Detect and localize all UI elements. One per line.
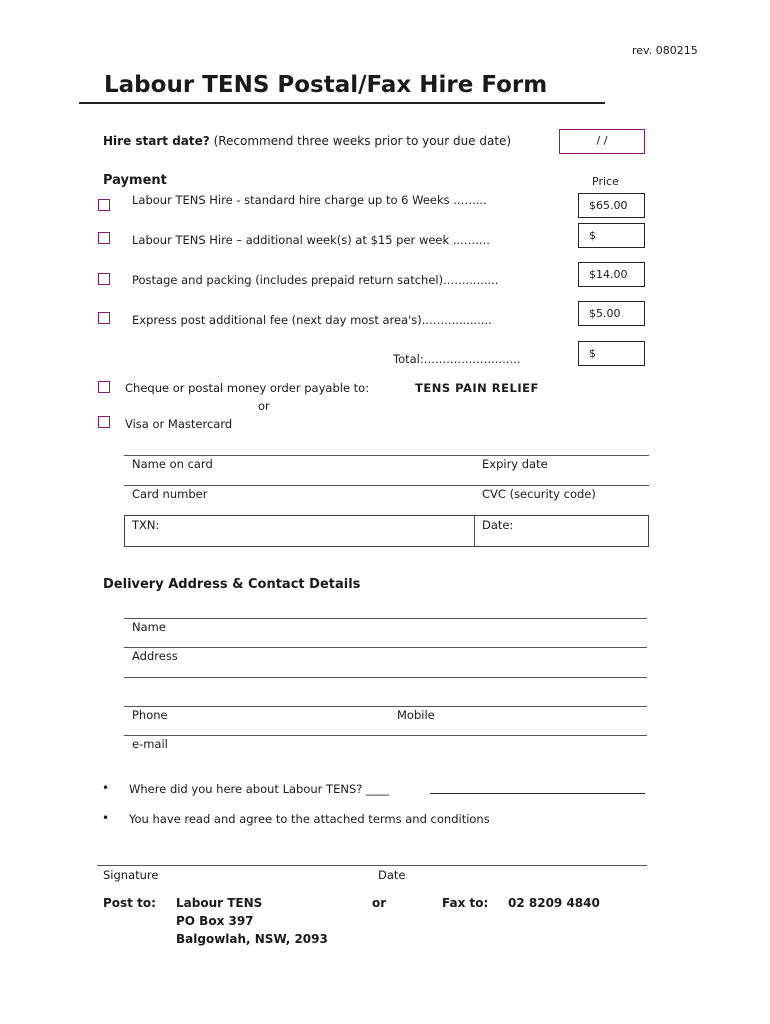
terms-agreement: You have read and agree to the attached terms and conditions — [129, 812, 490, 826]
card-number-field[interactable]: Card number — [132, 487, 208, 501]
postage-checkbox[interactable] — [98, 273, 110, 285]
hire-start-label: Hire start date? — [103, 134, 210, 148]
post-address-line1: Labour TENS — [176, 896, 263, 910]
postage-label: Postage and packing (includes prepaid return satchel)..….......... — [132, 273, 499, 287]
fax-to-label: Fax to: — [442, 896, 489, 910]
cheque-checkbox[interactable] — [98, 381, 110, 393]
signature-field[interactable]: Signature — [103, 868, 159, 882]
or-separator: or — [258, 399, 270, 413]
standard-hire-checkbox[interactable] — [98, 199, 110, 211]
page-title: Labour TENS Postal/Fax Hire Form — [104, 72, 548, 98]
expiry-date-field[interactable]: Expiry date — [482, 457, 548, 471]
txn-field[interactable]: TXN: — [132, 518, 160, 532]
card-label: Visa or Mastercard — [125, 417, 233, 431]
delivery-email-field[interactable]: e-mail — [132, 737, 168, 751]
revision-label: rev. 080215 — [632, 44, 698, 57]
hire-start-question — [103, 134, 511, 148]
delivery-rule-3 — [124, 677, 647, 678]
postage-price[interactable]: $14.00 — [578, 262, 645, 287]
delivery-heading: Delivery Address & Contact Details — [103, 577, 361, 592]
delivery-rule-4 — [124, 706, 647, 707]
cheque-label: Cheque or postal money order payable to: — [125, 381, 370, 395]
card-rule-mid — [124, 485, 649, 486]
price-column-header: Price — [592, 175, 619, 188]
title-underline — [79, 102, 605, 104]
post-or-separator: or — [372, 896, 387, 910]
delivery-phone-field[interactable]: Phone — [132, 708, 168, 722]
express-post-price[interactable]: $5.00 — [578, 301, 645, 326]
additional-week-label: Labour TENS Hire – additional week(s) at $15 per week ...….... — [132, 233, 490, 247]
payment-heading: Payment — [103, 173, 167, 188]
bullet-icon: • — [102, 811, 110, 825]
delivery-name-field[interactable]: Name — [132, 620, 166, 634]
hire-start-date-field[interactable]: / / — [559, 129, 645, 154]
delivery-rule-1 — [124, 618, 647, 619]
additional-week-price[interactable]: $ — [578, 223, 645, 248]
hire-start-note: (Recommend three weeks prior to your due date) — [213, 134, 512, 148]
total-label: Total:.…....…...…......... — [393, 352, 521, 366]
standard-hire-price[interactable]: $65.00 — [578, 193, 645, 218]
card-checkbox[interactable] — [98, 416, 110, 428]
express-post-checkbox[interactable] — [98, 312, 110, 324]
cvc-field[interactable]: CVC (security code) — [482, 487, 596, 501]
delivery-mobile-field[interactable]: Mobile — [397, 708, 435, 722]
fax-number: 02 8209 4840 — [508, 896, 600, 910]
delivery-address-field[interactable]: Address — [132, 649, 178, 663]
office-use-box — [124, 515, 649, 547]
bullet-icon: • — [102, 781, 110, 795]
delivery-rule-2 — [124, 647, 647, 648]
additional-week-checkbox[interactable] — [98, 232, 110, 244]
card-rule-top — [124, 455, 649, 456]
total-price[interactable]: $ — [578, 341, 645, 366]
signature-rule — [97, 865, 647, 866]
express-post-label: Express post additional fee (next day most area's)...…............. — [132, 313, 492, 327]
referral-question: Where did you here about Labour TENS? ____ — [129, 782, 389, 796]
signature-date-field[interactable]: Date — [378, 868, 406, 882]
post-to-label: Post to: — [103, 896, 156, 910]
delivery-rule-5 — [124, 735, 647, 736]
name-on-card-field[interactable]: Name on card — [132, 457, 213, 471]
txn-date-field[interactable]: Date: — [482, 518, 514, 532]
office-use-divider — [474, 515, 475, 547]
post-address-line2: PO Box 397 — [176, 914, 254, 928]
post-address-line3: Balgowlah, NSW, 2093 — [176, 932, 328, 946]
standard-hire-label: Labour TENS Hire - standard hire charge up to 6 Weeks ..….... — [132, 193, 487, 207]
referral-answer-line[interactable] — [430, 793, 645, 794]
payee-name: TENS PAIN RELIEF — [415, 381, 539, 395]
